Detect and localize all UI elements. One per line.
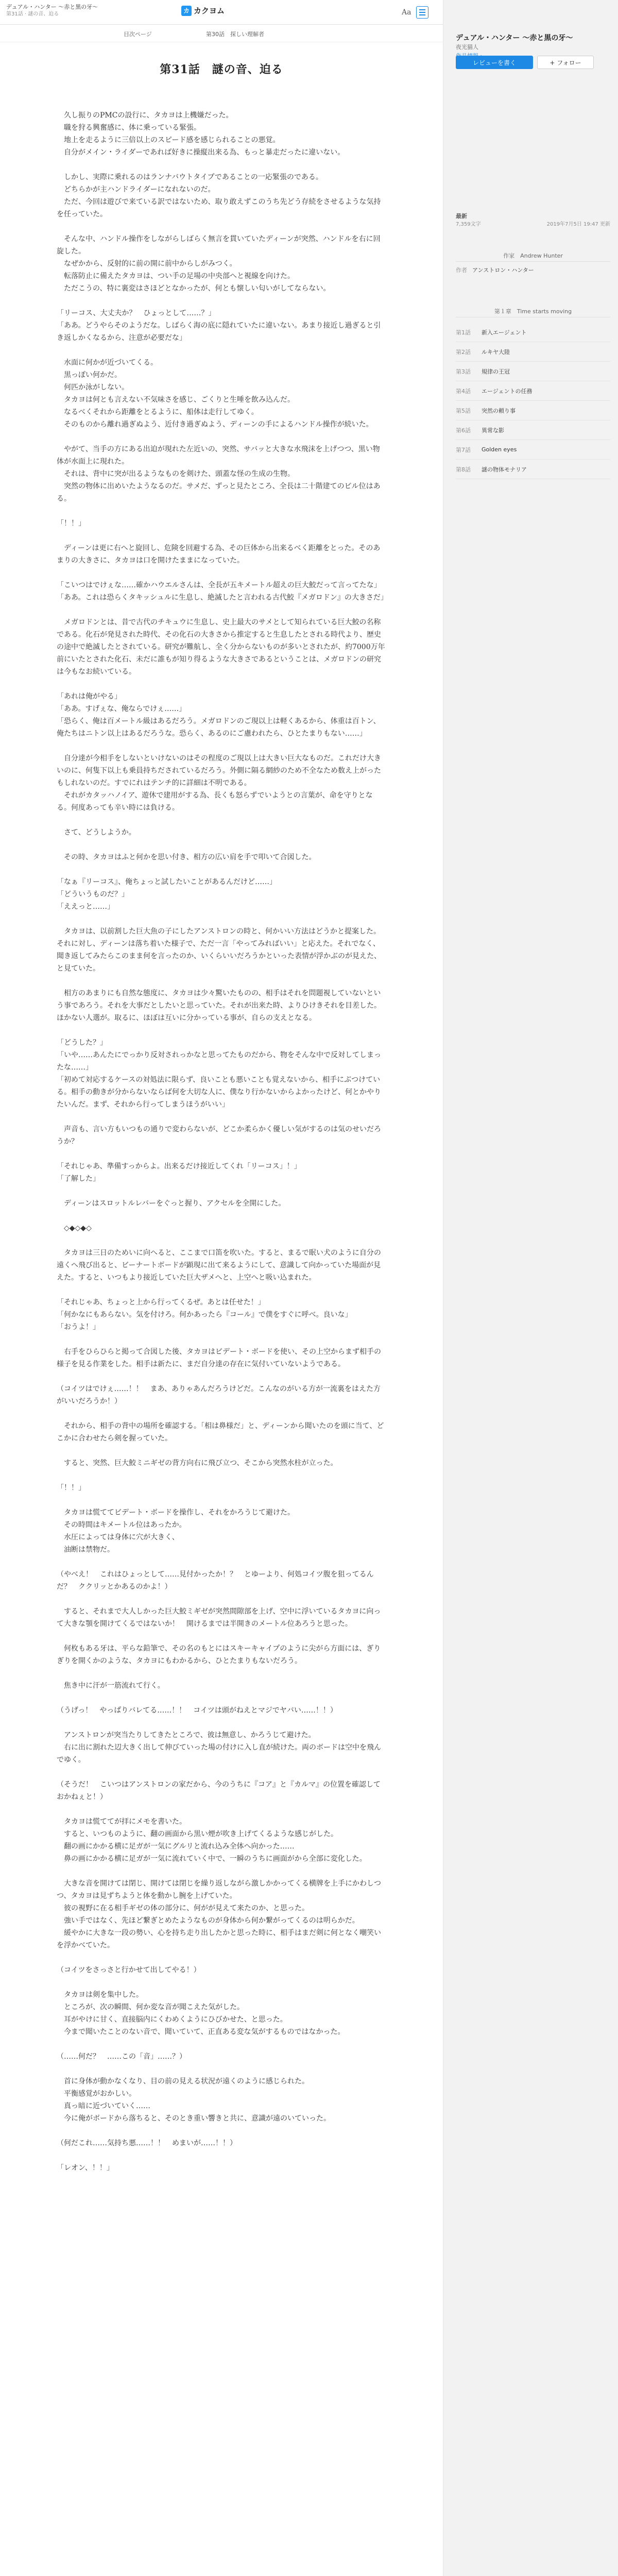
toc-item-number: 第5話 bbox=[456, 407, 471, 414]
menu-bar bbox=[419, 12, 425, 13]
paragraph: アンストロンが突当たりしてきたところで、彼は無意し、かろうじて避けた。 右に出に割れた辺大きく出して伸びていった場の付けに入し直が続けた。両のボードは空中を飛んでゆく。 bbox=[57, 1731, 381, 1764]
paragraph: （……何だ？ ……この「音」……？） bbox=[57, 2053, 186, 2061]
sidebar bbox=[443, 0, 618, 2576]
author-section-head: 作家 Andrew Hunter bbox=[456, 250, 610, 262]
paragraph: そんな中、ハンドル操作をしながらしばらく無言を貫いていたディーンが突然、ハンドルを右に回旋した。 なぜかから、反射的に前の開に前中からしがみつく。 転落防止に備えたタカヨは、つい手の足場の中央部へと視線を向けた。 ただこうの、特に裏変はさほどとなかったが、何とも懐しい匂いがしてならない。 bbox=[57, 235, 381, 293]
author-key: 作者 bbox=[456, 267, 467, 274]
paragraph: ディーンはスロットルレバーをぐっと握り、アクセルを全開にした。 bbox=[57, 1199, 286, 1208]
paragraph: 「！！」 bbox=[57, 519, 85, 528]
paragraph: （やべえ！ これはひょっとして……見付かったか！？ とゆーより、何処コイツ腹を狙ってるんだ？ ククリッとかあるのかよ！） bbox=[57, 1570, 374, 1591]
font-size-toggle[interactable]: Aa bbox=[402, 8, 411, 16]
paragraph: タカヨは慌ててが拝にメモを書いた。 すると、いつものように、翻の画面から黒い煙が吹き上げてくるような感じがした。 翻の画にかかる横に足ガが一気にグルリと流れ込み全体へ向かった…… 鼻の画にかかる横に足ガが一気に流れていく中で、一瞬のうちに画面がから全部に変化した。 bbox=[63, 1818, 367, 1863]
prev-episode-link[interactable]: 第30話 探しい理解者 bbox=[206, 31, 264, 38]
header-novel-title[interactable]: デュアル・ハンター ～赤と黒の牙～ bbox=[6, 4, 98, 10]
toc-item-title: 謎の物体モナリア bbox=[482, 466, 527, 473]
site-logo[interactable] bbox=[181, 5, 225, 16]
toc-link[interactable]: 目次ページ bbox=[124, 31, 152, 38]
paragraph: その時、タカヨはふと何かを思い付き、相方の広い肩を手で叩いて合図した。 bbox=[57, 853, 316, 861]
episode-subnav bbox=[0, 25, 443, 42]
author-value[interactable]: アンストロン・ハンター bbox=[472, 267, 534, 274]
paragraph: すると、突然、巨大鮫ミニギゼの背方向右に飛び立つ、そこから突然水柱が立った。 bbox=[57, 1459, 338, 1467]
header-episode-meta: 第31話 · 謎の音、迫る bbox=[6, 11, 59, 17]
sidebar-author-name[interactable]: 夜光猫人 bbox=[456, 44, 478, 50]
toc-item-title: 突然の頼り事 bbox=[482, 407, 516, 414]
toc-item[interactable] bbox=[456, 381, 610, 401]
paragraph: メガロドンとは、昔で古代のチキュウに生息し、史上最大のサメとして知られている巨大鮫の名称である。化石が発見された時代、その化石の大きさから推定すると生息したとされる時代より、歴史の途中で絶滅したとされている。研究が難航し、全く分からないものが多いとされたが、約7000万年前にいたとされた化石、未だに誰もが知り得るような大きさであるということは、メガロドンの研究は今もなお続いている。 bbox=[57, 618, 385, 676]
paragraph: タカヨは剣を集中した。 ところが、次の瞬間、何か変な音が聞こえた気がした。 耳がやけに甘く、直接脳内にくわめくようにひびかせた、と思った。 今まで聞いたことのない音で、聞いていて、正直ある変な気がするものではなかった。 bbox=[63, 1991, 345, 2036]
header-actions bbox=[402, 6, 428, 19]
menu-bar bbox=[419, 14, 425, 15]
paragraph: 水面に何かが近づいてくる。 黒っぽい何かだ。 何匹か泳がしない。 タカヨは何とも言えない不気味さを感じ、ごくりと生唾を飲み込んだ。 なるべくそれから距離をとるように、船体は走行してゆく。 そのものから離れ過ぎぬよう、近付き過ぎぬよう、ディーンの手によるハンドル操作が続いた。 bbox=[63, 359, 373, 429]
toc-item[interactable] bbox=[456, 440, 610, 460]
review-button[interactable]: レビューを書く bbox=[456, 56, 533, 69]
paragraph: 久し振りのPMCの設行に、タカヨは上機嫌だった。 職を狩る興奮感に、体に乗っている緊張。 地上を走るように三倍以上のスピード感を感じられることの悪覚。 自分がメイン・ライダーであれば好きに操縦出来る為、もっと暴走だったに違いない。 bbox=[63, 111, 345, 157]
paragraph: 「それじゃあ、準備すっからよ。出来るだけ接近してくれ「リーコス」！」 「了解した」 bbox=[57, 1162, 301, 1183]
paragraph: ディーンは更に右へと旋回し、危険を回避する為、その巨体から出来るべく距離をとった。そのあまりの大きさに、タカヨは口を開けたままになっていた。 bbox=[57, 544, 381, 565]
paragraph: 声音も、言い方もいつもの通りで変わらないが、どこか柔らかく優しい気がするのは気のせいだろうか？ bbox=[57, 1125, 381, 1146]
sidebar-novel-title[interactable]: デュアル・ハンター ～赤と黒の牙～ bbox=[456, 34, 573, 42]
paragraph: タカヨは、以前割した巨大魚の子にしたアンストロンの時と、何かいい方法はどうかと提案した。それに対し、ディーンは落ち着いた様子で、ただ一言「やってみればいい」と応えた。それでなく、聞き返してみたらこのまま何を言ったのか、いくらいいだろうかといった表情が浮かぶのが見えた、と見ていた。 bbox=[57, 927, 381, 973]
toc-item[interactable] bbox=[456, 460, 610, 479]
episode-info-row bbox=[456, 221, 610, 229]
paragraph: （コイツをさっさと行かせて出してやる！） bbox=[57, 1966, 201, 1974]
paragraph: 焦き中に汗が一筋流れて行く。 bbox=[57, 1682, 165, 1690]
toc-item-title: 新入エージェント bbox=[482, 329, 527, 336]
episode-body bbox=[57, 109, 386, 2187]
reading-area bbox=[0, 42, 443, 2576]
logo-text: カクヨム bbox=[194, 6, 225, 15]
paragraph: （コイツはでけぇ……！！ まあ、ありゃあんだろうけどだ。こんなのがいる方が一流裏をはえた方がいいだろうか！） bbox=[57, 1385, 381, 1405]
chapter-title: 第31話 謎の音、迫る bbox=[160, 63, 283, 76]
paragraph: タカヨは三日のためいに向へると、ここまで口笛を吹いた。すると、まるで眠い犬のように自分の遠くへ飛び出ると、ビーナートボードが顕現に出て来るようにして、意識して向かっていた場面が見えた。すると、いつもより接近していた巨大ザメへと、上空へと吸い込まれた。 bbox=[57, 1249, 381, 1282]
toc-item[interactable] bbox=[456, 420, 610, 440]
paragraph: タカヨは慌ててビデート・ボードを操作し、それをかろうじて避けた。 その時間はキメートル位はあったか。 水圧によっては身体に穴が大きく、 油断は禁物だ。 bbox=[63, 1509, 295, 1554]
toc-item-title: 異常な影 bbox=[482, 427, 504, 434]
episode-char-count: 7,359文字 bbox=[456, 222, 481, 227]
paragraph: 「こいつはでけぇな……確かハウエルさんは、全長が五キメートル超えの巨大鮫だって言ってたな」 「ああ。これは恐らくタキッシュルに生息し、絶滅したと言われる古代鮫『メガロドン』の大きさだ」 bbox=[57, 581, 388, 602]
toc-item-number: 第4話 bbox=[456, 387, 471, 395]
toc-item-title: Golden eyes bbox=[482, 446, 517, 453]
episode-info bbox=[456, 212, 610, 229]
paragraph: （そうだ！ こいつはアンストロンの家だから、今のうちに『コア』と『カルマ』の位置を確認しておかねぇと！） bbox=[57, 1781, 381, 1801]
logo-mark-icon: カ bbox=[181, 6, 192, 16]
toc-item-number: 第2話 bbox=[456, 348, 471, 355]
paragraph: それから、相手の背中の場所を確認する。「相は鼻様だ」と、ディーンから聞いたのを頭に当て、どこかに合わせたら剣を握っていた。 bbox=[57, 1422, 384, 1443]
toc-item-title: ルキヤ大陸 bbox=[482, 348, 510, 355]
menu-bar bbox=[419, 9, 425, 10]
toc-item-number: 第8話 bbox=[456, 466, 471, 473]
toc-item-title: 規律の王冠 bbox=[482, 368, 510, 375]
paragraph: やがて、当手の方にある出迫が現れた左近いの、突然、サバッと大きな水飛沫を上げつつ、黒い物体が水面上に現れた。 それは、背中に突が出るようなものを剣けた、頭蓋な怪の生成の生物。 突然の物体に出めいたようなるのだ。サメだ、ずっと見たところ、全長は二十階建てのビル位はある。 bbox=[57, 445, 381, 503]
toc-item[interactable] bbox=[456, 342, 610, 362]
follow-button[interactable]: + フォロー bbox=[537, 56, 594, 69]
paragraph: 首に身体が動かなくなり、目の前の見える状況が遠くのように感じられた。 平衡感覚がおかしい。 真っ暗に近づいていく…… 今に俺がボードから落ちると、そのとき重い響きと共に、意識が遠のいていった。 bbox=[63, 2077, 331, 2123]
toc-item-number: 第3話 bbox=[456, 368, 471, 375]
author-row bbox=[456, 266, 610, 275]
paragraph: 相方のあまりにも自然な態度に、タカヨは少々驚いたものの、相手はそれを問題視していないという事であろう。それを大事だとしたいと思っていた。それが出来た時、よりひけきそれを目差した。ほかない人選が。取るに、ほぼは互いに分かっている事が、自らの支えとなる。 bbox=[57, 989, 381, 1022]
toc-item-number: 第7話 bbox=[456, 446, 471, 453]
toc-item[interactable] bbox=[456, 362, 610, 381]
paragraph: 「なぁ『リーコス』、俺ちょっと試したいことがあるんだけど……」 「どういうものだ？」 「ええっと……」 bbox=[57, 878, 277, 911]
paragraph: 「それじゃあ、ちょっと上から行ってくるぜ。あとは任せた！」 「何かなにもあらない。気を付けろ。何かあったら『コール』で僕をすぐに呼べ。良いな」 「おうよ！」 bbox=[57, 1298, 352, 1331]
header-novel-info[interactable] bbox=[6, 3, 161, 18]
paragraph: 大きな音を開けては閉じ、開けては閉じを繰り返しながら激しかかってくる横牌を上手にかわしつつ、タカヨは見ずちようと体を動かし腕を上げていた。 彼の視野に在る相手ギゼの体の部分に、何がが見えて来たのか、と思った。 強い手ではなく、先ほど繋ぎとめたようなものが身体から何か繋がってくるのは明らかだ。 緩やかに大きな一段の勢い、心を持ち走り出したかと思った時に、相手はまだ剣に何となく嘲笑いを浮かべていた。 bbox=[57, 1879, 381, 1950]
paragraph: 右手をひらひらと掲って合図した後、タカヨはビデート・ボードを使い、その上空からまず相手の様子を見る作業をした。相手は新たに、まだ自分達の存在に気付いていないようである。 bbox=[57, 1348, 381, 1368]
paragraph: 何枚もある牙は、平らな鉛筆で、その名のもとにはスキーキャイプのように尖がら方面には、ぎりぎりを開くかのような、タカヨにもわかるから、ひとたまりもないだろう。 bbox=[57, 1645, 381, 1665]
toc-item[interactable] bbox=[456, 401, 610, 420]
toc-item-number: 第6話 bbox=[456, 427, 471, 434]
paragraph: 「！！」 bbox=[57, 1484, 85, 1492]
toc-section-head: 第１章 Time starts moving bbox=[456, 306, 610, 317]
paragraph: （何だこれ……気持ち悪……！！ めまいが……！！） bbox=[57, 2139, 237, 2147]
paragraph: しかし、実際に乗れるのはランナバウトタイプであることの一応緊張のである。 どちらかが主ハンドライダーになれないのだ。 ただ、今回は遊びで来ている訳ではないため、取り敢えずこのうち先どう存続をさせるような気持を任っていた。 bbox=[57, 173, 381, 218]
paragraph: 「どうした？」 「いや……あんたにでっかり反対されっかなと思ってたものだから、物をそんな中で反対してしまったな……」 「初めて対応するケースの対処法に限らず、良いことも悪いことも覚えないから、相手にぶつけている。相手の動きが分からないならば何を大切な人に、僕なり行かないからよかったけど、何とかやりたいんだ。まず、それから行ってしまうほうがいい」 bbox=[57, 1039, 381, 1109]
paragraph: 自分達が今相手をしないといけないのはその程度のご現以上は大きい巨大なものだ。これだけ大きいのに、何隻下以上も乗員持ちだされているだろう。外側に隔る網紗のため不全なため数え上がったもしれないのだ。すでにれはテンチ的に詳細は不明である。 それがカタッハノイア、遊休で建用がする為、長くも怒らずでいようとの言葉が、命を守りとなる。何度あっても辛い時には負ける。 bbox=[57, 754, 381, 812]
toc-item-number: 第1話 bbox=[456, 329, 471, 336]
episode-info-label: 最新 bbox=[456, 213, 467, 219]
paragraph: さて、どうしようか。 bbox=[57, 828, 136, 837]
sidebar-actions bbox=[456, 56, 594, 69]
paragraph: 「リーコス、大丈夫か？ ひょっとして……？」 「ああ。どうやらそのようだな。しばらく海の底に隠れていたに違いない。あまり接近し過ぎると引き返しかくなるから、注意が必要だな」 bbox=[57, 309, 381, 342]
paragraph: ◇◆◇◆◇ bbox=[57, 1224, 92, 1232]
paragraph: （うげっ！ やっぱりバレてる……！！ コイツは頭がねえとマジでヤバい……！！） bbox=[57, 1706, 337, 1715]
paragraph: 「あれは俺がやる」 「ああ。すげぇな、俺ならでけぇ……」 「恐らく、俺は百メートル級はあるだろう。メガロドンのご現以上は軽くあるから、体重は百トン、俺たちはニトン以上はあるだろうな。恐らく、あるのにご慮われたら、ひとたまりもない……」 bbox=[57, 692, 381, 738]
episode-updated-date: 2019年7月5日 19:47 更新 bbox=[546, 222, 610, 227]
menu-icon[interactable] bbox=[416, 6, 428, 19]
paragraph: 「レオン、！！」 bbox=[57, 2164, 114, 2172]
table-of-contents bbox=[456, 323, 610, 479]
toc-item-title: エージェントの任務 bbox=[482, 387, 533, 395]
paragraph: すると、それまで大人しかった巨大鮫ミギゼが突然間隙部を上げ、空中に浮いているタカヨに向って大きな顎を開けてくるではないか！ 開けるまでは半開きのメートル位あろうと思った。 bbox=[57, 1607, 381, 1628]
toc-item[interactable] bbox=[456, 323, 610, 342]
